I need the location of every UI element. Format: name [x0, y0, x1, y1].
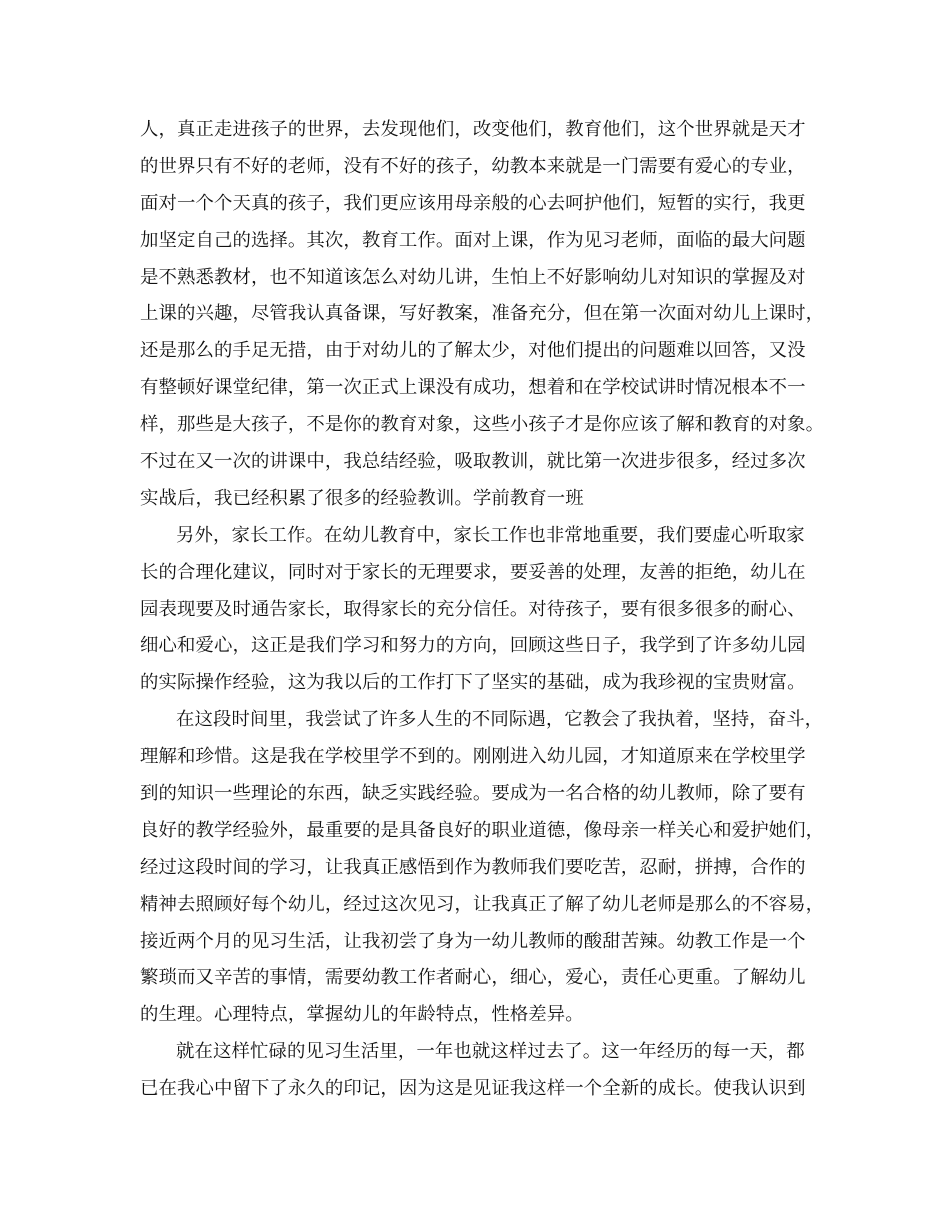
text-line: 到的知识一些理论的东西，缺乏实践经验。要成为一名合格的幼儿教师，除了要有 — [140, 783, 806, 805]
text-line: 还是那么的手足无措，由于对幼儿的了解太少，对他们提出的问题难以回答，又没 — [140, 340, 806, 362]
text-line: 不过在又一次的讲课中，我总结经验，吸取教训，就比第一次进步很多，经过多次 — [140, 451, 806, 473]
text-line: 实战后，我已经积累了很多的经验教训。学前教育一班 — [140, 487, 584, 509]
text-line: 有整顿好课堂纪律，第一次正式上课没有成功，想着和在学校试讲时情况根本不一 — [140, 377, 806, 399]
text-line: 的生理。心理特点，掌握幼儿的年龄特点，性格差异。 — [140, 1004, 584, 1026]
text-line: 长的合理化建议，同时对于家长的无理要求，要妥善的处理，友善的拒绝，幼儿在 — [140, 561, 806, 583]
text-line: 理解和珍惜。这是我在学校里学不到的。刚刚进入幼儿园，才知道原来在学校里学 — [140, 746, 806, 768]
document-page — [140, 112, 825, 1108]
text-line: 接近两个月的见习生活，让我初尝了身为一幼儿教师的酸甜苦辣。幼教工作是一个 — [140, 930, 806, 952]
text-line: 的世界只有不好的老师，没有不好的孩子，幼教本来就是一门需要有爱心的专业， — [140, 155, 806, 177]
paragraph — [140, 1034, 820, 1108]
paragraph — [140, 702, 825, 1034]
text-line: 精神去照顾好每个幼儿，经过这次见习，让我真正了解了幼儿老师是那么的不容易， — [140, 893, 825, 915]
text-line: 的实际操作经验，这为我以后的工作打下了坚实的基础，成为我珍视的宝贵财富。 — [140, 672, 806, 694]
text-line: 上课的兴趣，尽管我认真备课，写好教案，准备充分，但在第一次面对幼儿上课时， — [140, 303, 825, 325]
paragraph — [140, 112, 825, 518]
text-line: 样，那些是大孩子，不是你的教育对象，这些小孩子才是你应该了解和教育的对象。 — [140, 414, 825, 436]
text-line: 在这段时间里，我尝试了许多人生的不同际遇，它教会了我执着，坚持，奋斗， — [176, 709, 824, 731]
text-line: 就在这样忙碌的见习生活里，一年也就这样过去了。这一年经历的每一天，都 — [176, 1041, 805, 1063]
text-line: 繁琐而又辛苦的事情，需要幼教工作者耐心，细心，爱心，责任心更重。了解幼儿 — [140, 967, 806, 989]
paragraph — [140, 518, 820, 702]
text-line: 是不熟悉教材，也不知道该怎么对幼儿讲，生怕上不好影响幼儿对知识的掌握及对 — [140, 266, 806, 288]
text-line: 细心和爱心，这正是我们学习和努力的方向，回顾这些日子，我学到了许多幼儿园 — [140, 635, 806, 657]
text-line: 加坚定自己的选择。其次，教育工作。面对上课，作为见习老师，面临的最大问题 — [140, 229, 806, 251]
text-line: 已在我心中留下了永久的印记，因为这是见证我这样一个全新的成长。使我认识到 — [140, 1078, 806, 1100]
text-line: 良好的教学经验外，最重要的是具备良好的职业道德，像母亲一样关心和爱护她们， — [140, 819, 825, 841]
text-line: 园表现要及时通告家长，取得家长的充分信任。对待孩子，要有很多很多的耐心、 — [140, 598, 806, 620]
text-line: 人，真正走进孩子的世界，去发现他们，改变他们，教育他们，这个世界就是天才 — [140, 119, 806, 140]
text-line: 面对一个个天真的孩子，我们更应该用母亲般的心去呵护他们，短暂的实行，我更 — [140, 192, 806, 214]
text-line: 另外，家长工作。在幼儿教育中，家长工作也非常地重要，我们要虚心听取家 — [176, 524, 805, 546]
text-line: 经过这段时间的学习，让我真正感悟到作为教师我们要吃苦，忍耐，拼搏，合作的 — [140, 856, 806, 878]
